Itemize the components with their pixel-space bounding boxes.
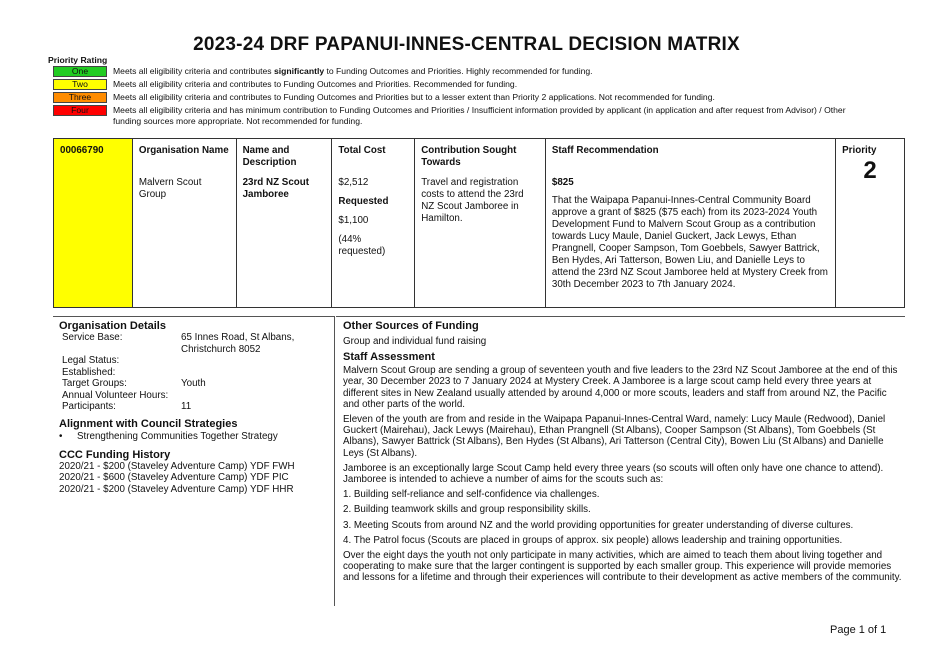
bullet-icon: •	[59, 430, 63, 442]
legend-description	[113, 105, 873, 127]
staff-recommendation-text: That the Waipapa Papanui-Innes-Central Community Board approve a grant of $825 ($75 each) from its 2023-2024 Youth Development Fund to Malvern Scout Group as a contribution towards Lucy Maule, Daniel Guckert, Jack Lewys, Ethan Prangnell, Cooper Sampson, Tom Goebbels, Sawyer Battrick, Ben Hydes, Ari Tatterson, Bowen Liu, and Danielle Leys to attend the 23rd NZ Scout Jamboree held at Mystery Creek from 30th December 2023 to 7th January 2024.	[551, 195, 828, 290]
legend-text: Meets all eligibility criteria and has minimum contribution to Funding Outcomes and Priorities / Insufficient information provided by applicant (in application and after request from Advisor) / Other funding sources more appropriate. Not recommended for funding.	[113, 105, 846, 126]
assessment-paragraph: 2. Building teamwork skills and group responsibility skills.	[343, 504, 591, 516]
staff-recommendation-cell	[546, 139, 836, 307]
detail-value: 65 Innes Road, St Albans, Christchurch 8052	[181, 332, 295, 355]
total-cost: $2,512	[338, 177, 369, 188]
detail-value	[181, 355, 334, 367]
project-name: 23rd NZ Scout Jamboree	[242, 177, 310, 200]
funding-history-item: 2020/21 - $200 (Staveley Adventure Camp) YDF FWH	[59, 460, 295, 472]
page-number: Page 1 of 1	[830, 624, 887, 636]
assessment-paragraph: 4. The Patrol focus (Scouts are placed in groups of approx. six people) allows leadership and training opportunities.	[343, 534, 843, 546]
assessment-paragraph: Over the eight days the youth not only participate in many activities, which are aimed to teach them about living together and cooperating to make sure that the larger contingent is supported by each smaller group. This experience will provide memories and lessons for a lifetime and through their experiences will contribute to their development as active members of the community.	[343, 550, 902, 584]
legend-description	[113, 66, 873, 77]
priority-swatch-two: Two	[53, 79, 107, 90]
recommended-amount: $825	[551, 177, 574, 188]
application-id: 00066790	[60, 145, 104, 156]
detail-label: Annual Volunteer Hours:	[62, 389, 169, 401]
detail-value	[181, 390, 334, 402]
legend-text: Meets all eligibility criteria and contributes to Funding Outcomes and Priorities. Recommended for funding.	[113, 79, 518, 89]
alignment-item	[53, 431, 334, 443]
organisation-cell	[133, 139, 237, 307]
funding-history-heading: CCC Funding History	[59, 448, 171, 461]
header-total-cost: Total Cost	[338, 145, 386, 156]
detail-value: Youth	[181, 378, 206, 389]
header-name-description: Name and Description	[242, 145, 297, 168]
detail-label: Established:	[62, 366, 116, 378]
priority-cell	[836, 139, 904, 307]
page-title: 2023-24 DRF PAPANUI-INNES-CENTRAL DECISION MATRIX	[193, 34, 740, 55]
legend-row	[48, 79, 888, 90]
organisation-name: Malvern Scout Group	[138, 177, 202, 200]
assessment-paragraph: 1. Building self-reliance and self-confidence via challenges.	[343, 489, 600, 501]
requested-amount: $1,100	[338, 215, 369, 226]
detail-label: Legal Status:	[62, 355, 120, 366]
funding-history-item: 2020/21 - $600 (Staveley Adventure Camp) YDF PIC	[59, 472, 289, 483]
header-organisation: Organisation Name	[138, 145, 229, 156]
decision-matrix-row	[53, 138, 905, 308]
alignment-text: Strengthening Communities Together Strategy	[77, 430, 278, 442]
header-staff-recommendation: Staff Recommendation	[551, 145, 659, 156]
header-priority: Priority	[842, 145, 877, 156]
header-contribution: Contribution Sought Towards	[421, 145, 517, 168]
legend-heading: Priority Rating	[48, 55, 108, 65]
legend-text: Meets all eligibility criteria and contributes to Funding Outcomes and Priorities but to a lesser extent than Priority 2 applications. Not recommended for funding.	[113, 92, 715, 102]
other-sources-text: Group and individual fund raising	[343, 336, 487, 347]
priority-swatch-three: Three	[53, 92, 107, 103]
assessment-paragraph: 3. Meeting Scouts from around NZ and the world providing opportunities for greater understanding of diverse cultures.	[343, 519, 854, 531]
detail-value	[181, 367, 334, 379]
legend-row	[48, 66, 888, 77]
detail-label: Target Groups:	[62, 378, 127, 389]
detail-label: Participants:	[62, 401, 116, 412]
alignment-heading: Alignment with Council Strategies	[59, 417, 238, 430]
priority-swatch-four: Four	[53, 105, 107, 116]
legend-text: to Funding Outcomes and Priorities. Highly recommended for funding.	[324, 66, 593, 76]
legend-row	[48, 92, 888, 103]
right-panel	[336, 316, 905, 588]
org-details-heading: Organisation Details	[59, 320, 166, 332]
detail-label: Service Base:	[62, 332, 123, 343]
detail-value: 11	[181, 401, 192, 412]
legend-description	[113, 79, 873, 90]
contribution-cell	[415, 139, 546, 307]
cost-cell	[332, 139, 415, 307]
legend-text-bold: significantly	[273, 66, 325, 76]
legend-description	[113, 92, 873, 103]
project-cell	[237, 139, 333, 307]
requested-percent: (44% requested)	[338, 234, 386, 257]
staff-assessment-heading: Staff Assessment	[343, 351, 435, 364]
assessment-paragraph: Jamboree is an exceptionally large Scout Camp held every three years (so scouts will often only have one chance to attend). Jamboree is intended to achieve a number of aims for the scouts such as:	[343, 462, 884, 486]
priority-swatch-one: One	[53, 66, 107, 77]
application-id-cell	[54, 139, 133, 307]
requested-label: Requested	[338, 196, 389, 207]
legend-row	[48, 105, 888, 127]
contribution-text: Travel and registration costs to attend the 23rd NZ Scout Jamboree in Hamilton.	[421, 177, 524, 224]
legend-text: Meets all eligibility criteria and contributes	[113, 66, 274, 76]
priority-legend	[48, 55, 888, 129]
priority-value: 2	[863, 157, 877, 184]
assessment-paragraph: Eleven of the youth are from and reside in the Waipapa Papanui-Innes-Central Ward, namely: Lucy Maule (Redwood), Daniel Guckert (Mairehau), Jack Lewys (Mairehau), Ethan Prangnell (St Albans), Cooper Sampson (St Albans), Tom Goebbels (St Albans), Sawyer Battrick (St Albans), Ben Hydes (St Albans), Ari Tatterson (Central City), Bowen Liu (St Albans) and Danielle Leys (St Albans).	[343, 414, 886, 459]
left-panel	[53, 316, 335, 606]
assessment-paragraph: Malvern Scout Group are sending a group of seventeen youth and five leaders to the 23rd NZ Scout Jamboree at the end of this year, 30 December 2023 to 7 January 2024 at Mystery Creek. A Jamboree is a large scout camp held every three years at different sites in New Zealand usually attended by around 4,000 or more scouts, leaders and staff from around NZ, the Pacific and other parts of the world.	[343, 365, 898, 410]
other-sources-heading: Other Sources of Funding	[343, 320, 479, 332]
org-details-list	[53, 332, 334, 413]
funding-history-item: 2020/21 - $200 (Staveley Adventure Camp) YDF HHR	[59, 483, 294, 495]
